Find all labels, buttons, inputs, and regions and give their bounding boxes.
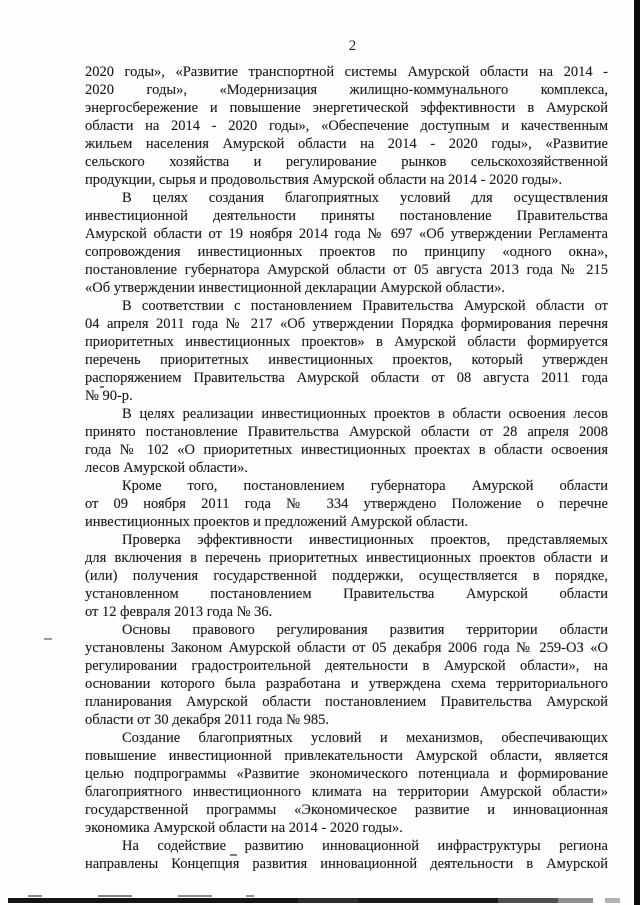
scan-speck <box>178 895 212 897</box>
bottom-edge-segment <box>593 898 605 903</box>
text-line: распоряжением Правительства Амурской области от 08 августа 2011 года <box>85 370 608 386</box>
bottom-edge-segment <box>358 898 498 903</box>
text-line: (или) получения государственной поддержки, осуществляется в порядке, <box>85 568 608 584</box>
text-line: энергосбережение и повышение энергетической эффективности в Амурской <box>85 100 608 116</box>
text-line: Амурской области от 19 ноября 2014 года № 697 «Об утверждении Регламента <box>85 226 608 242</box>
text-line: На содействие развитию инновационной инфраструктуры региона <box>122 838 608 854</box>
text-line: инвестиционной деятельности приняты постановление Правительства <box>85 208 608 224</box>
bottom-edge-segment <box>498 898 558 903</box>
text-line: Создание благоприятных условий и механизмов, обеспечивающих <box>122 730 608 746</box>
text-line: установленном постановлением Правительства Амурской области <box>85 586 608 602</box>
bottom-edge-segment <box>8 898 298 903</box>
text-line: № 90-р. <box>85 388 133 404</box>
paragraph <box>85 297 608 405</box>
scan-speck <box>100 386 104 388</box>
text-line: основании которого была разработана и утверждена схема территориального <box>85 676 608 692</box>
text-line: сопровождения инвестиционных проектов по принципу «одного окна», <box>85 244 608 260</box>
text-line: благоприятного инвестиционного климата на территории Амурской области» <box>85 784 608 800</box>
text-line: В целях создания благоприятных условий для осуществления <box>122 190 608 206</box>
text-line: повышение инвестиционной привлекательности Амурской области, является <box>85 748 608 764</box>
paragraph <box>85 189 608 297</box>
text-line: экономика Амурской области на 2014 - 2020 годы». <box>85 820 403 836</box>
paragraph <box>85 405 608 477</box>
text-line: В целях реализации инвестиционных проектов в области освоения лесов <box>122 406 608 422</box>
paragraph <box>85 729 608 837</box>
scan-speck <box>246 895 254 897</box>
text-line: приоритетных инвестиционных проектов» в Амурской области формируется <box>85 334 608 350</box>
text-line: 2020 годы», «Развитие транспортной системы Амурской области на 2014 - <box>85 64 608 80</box>
scan-edge-right-bar <box>634 0 640 905</box>
text-line: государственной программы «Экономическое развитие и инновационная <box>85 802 608 818</box>
paragraph <box>85 621 608 729</box>
scan-speck <box>44 638 52 640</box>
bottom-edge-segment <box>298 898 358 903</box>
text-line: «Об утверждении инвестиционной декларации Амурской области». <box>85 280 506 296</box>
text-line: Кроме того, постановлением губернатора Амурской области <box>122 478 608 494</box>
scan-speck <box>98 895 132 897</box>
paragraph <box>85 837 608 873</box>
text-line: продукции, сырья и продовольствия Амурской области на 2014 - 2020 годы». <box>85 172 563 188</box>
paragraph <box>85 531 608 621</box>
page-number: 2 <box>348 38 357 54</box>
bottom-edge-segment <box>558 898 593 903</box>
scan-speck <box>230 854 237 856</box>
paragraph <box>85 477 608 531</box>
text-line: от 12 февраля 2013 года № 36. <box>85 604 273 620</box>
bottom-edge-segment <box>605 898 620 903</box>
paragraph <box>85 63 608 189</box>
text-line: перечень приоритетных инвестиционных проектов, который утвержден <box>85 352 608 368</box>
text-line: Проверка эффективности инвестиционных проектов, представляемых <box>122 532 608 548</box>
text-line: для включения в перечень приоритетных инвестиционных проектов области и <box>85 550 608 566</box>
text-line: регулировании градостроительной деятельности в Амурской области», на <box>85 658 608 674</box>
text-line: инвестиционных проектов и предложений Амурской области. <box>85 514 469 530</box>
text-line: сельского хозяйства и регулирование рынков сельскохозяйственной <box>85 154 608 170</box>
text-line: жильем населения Амурской области на 2014 - 2020 годы», «Развитие <box>85 136 608 152</box>
text-line: принято постановление Правительства Амурской области от 28 апреля 2008 <box>85 424 608 440</box>
text-line: от 09 ноября 2011 года № 334 утверждено Положение о перечне <box>85 496 608 512</box>
scan-edge-bottom-band <box>8 898 628 903</box>
text-line: 04 апреля 2011 года № 217 «Об утверждении Порядка формирования перечня <box>85 316 608 332</box>
text-line: направлены Концепция развития инновационной деятельности в Амурской <box>85 856 608 872</box>
text-line: В соответствии с постановлением Правительства Амурской области от <box>122 298 608 314</box>
text-line: области на 2014 - 2020 годы», «Обеспечение доступным и качественным <box>85 118 608 134</box>
text-line: 2020 годы», «Модернизация жилищно-коммунального комплекса, <box>85 82 608 98</box>
text-line: лесов Амурской области». <box>85 460 249 476</box>
text-line: планирования Амурской области постановлением Правительства Амурской <box>85 694 608 710</box>
text-line: года № 102 «О приоритетных инвестиционных проектах в области освоения <box>85 442 608 458</box>
text-line: Основы правового регулирования развития территории области <box>122 622 608 638</box>
text-line: целью подпрограммы «Развитие экономического потенциала и формирование <box>85 766 608 782</box>
text-line: установлены Законом Амурской области от 05 декабря 2006 года № 259-ОЗ «О <box>85 640 608 656</box>
scan-speck <box>28 895 42 897</box>
text-line: постановление губернатора Амурской области от 05 августа 2013 года № 215 <box>85 262 608 278</box>
text-line: области от 30 декабря 2011 года № 985. <box>85 712 330 728</box>
document-body <box>85 63 608 873</box>
